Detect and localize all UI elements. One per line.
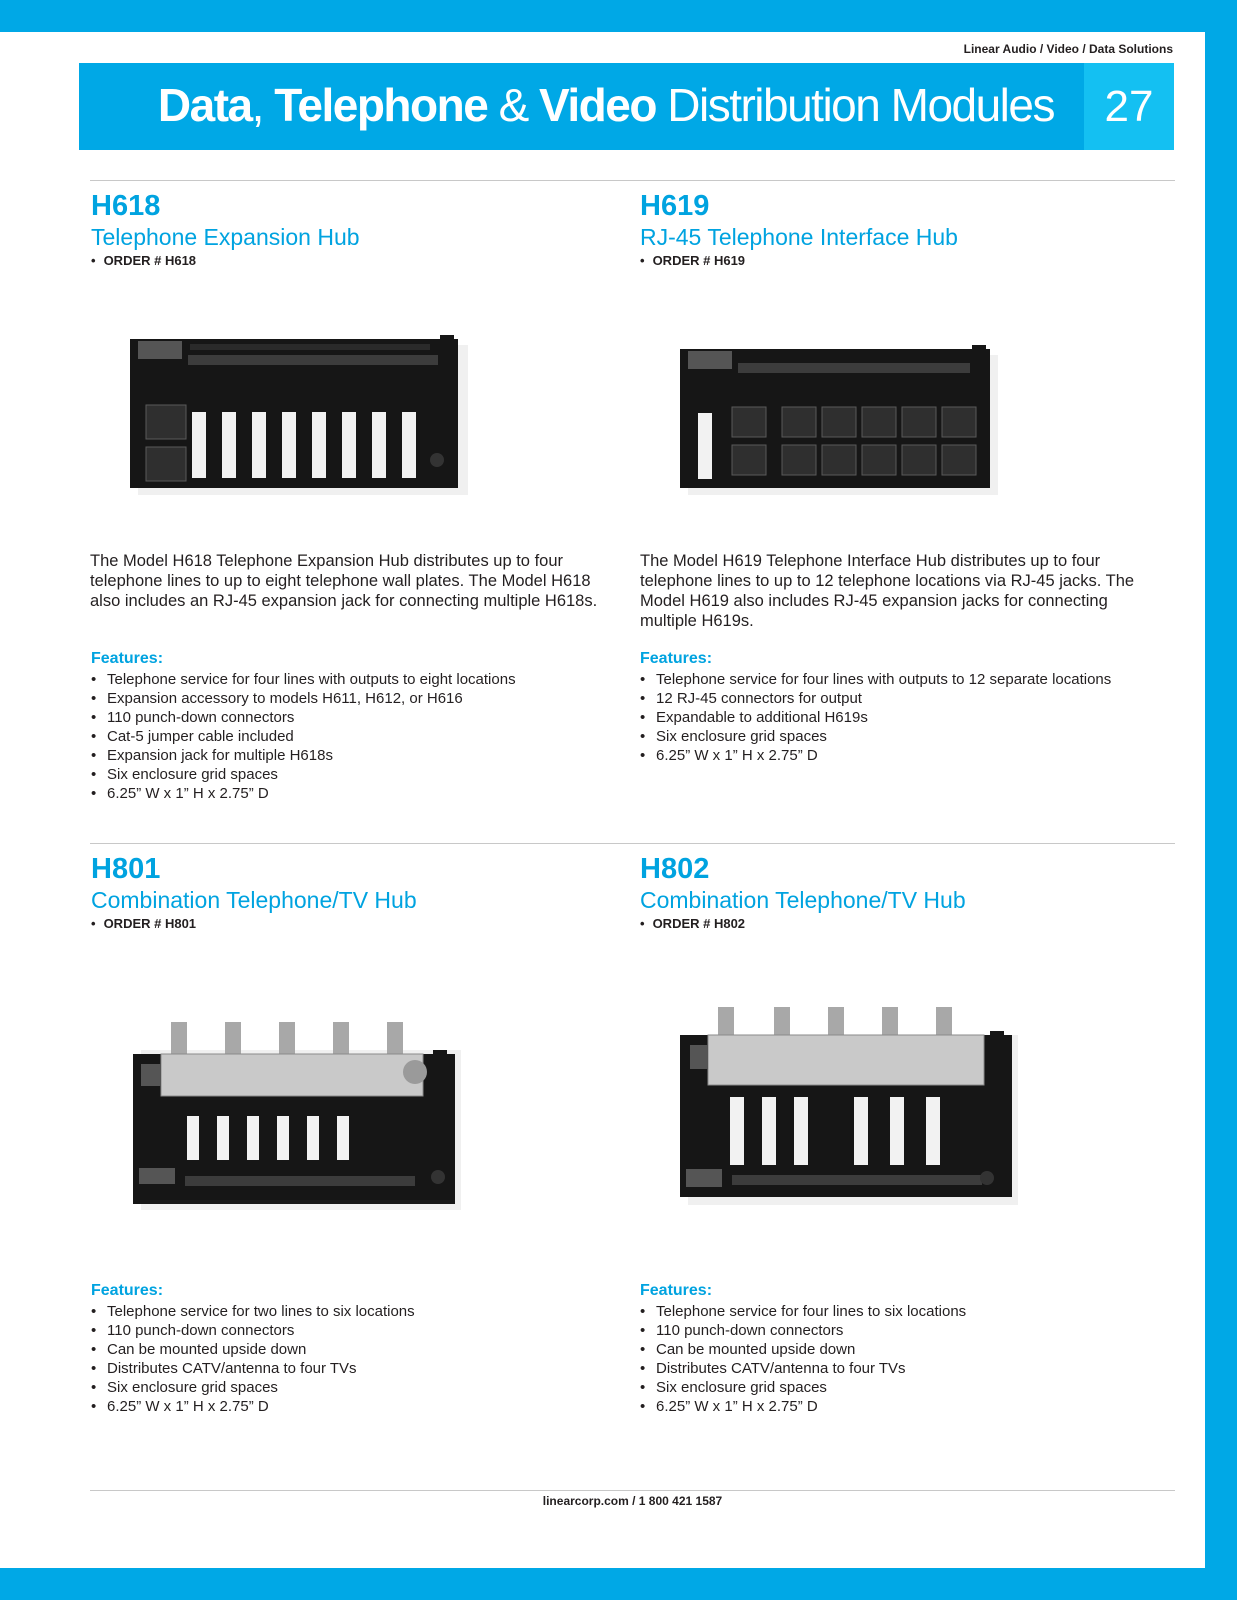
order-number: • ORDER # H801 [91, 916, 197, 931]
feature-item: • Six enclosure grid spaces [640, 727, 1180, 746]
feature-item: • 6.25” W x 1” H x 2.75” D [640, 746, 1180, 765]
top-frame-bar [0, 0, 1237, 32]
model-number: H801 [91, 853, 161, 885]
product-subtitle: Combination Telephone/TV Hub [640, 887, 966, 913]
features-h619 [640, 650, 1180, 765]
product-subtitle: RJ-45 Telephone Interface Hub [640, 224, 958, 250]
features-h802 [640, 1282, 1180, 1416]
feature-item: • Six enclosure grid spaces [91, 1378, 631, 1397]
title-banner [79, 63, 1084, 150]
order-number: • ORDER # H619 [640, 253, 746, 268]
footer-contact: linearcorp.com / 1 800 421 1587 [542, 1494, 723, 1508]
feature-item: • Distributes CATV/antenna to four TVs [91, 1359, 631, 1378]
product-h802 [640, 853, 1160, 931]
feature-item: • 6.25” W x 1” H x 2.75” D [640, 1397, 1180, 1416]
product-description: The Model H618 Telephone Expansion Hub distributes up to four telephone lines to up to eight telephone wall plates. The Model H618 also includes an RJ-45 expansion jack for connecting multiple H618s. [90, 552, 598, 610]
product-h619 [640, 190, 1160, 268]
combination-hub-photo [133, 1020, 463, 1210]
feature-item: • Telephone service for four lines to six locations [640, 1302, 1180, 1321]
feature-item: • Can be mounted upside down [640, 1340, 1180, 1359]
features-heading: Features: [91, 1282, 164, 1299]
page-title: Data, Telephone & Video Distribution Modules [157, 79, 1054, 131]
feature-item: • Six enclosure grid spaces [640, 1378, 1180, 1397]
feature-item: • Six enclosure grid spaces [91, 765, 631, 784]
feature-item: • Expansion accessory to models H611, H612, or H616 [91, 689, 631, 708]
feature-item: • 110 punch-down connectors [91, 708, 631, 727]
feature-item: • Telephone service for four lines with outputs to eight locations [91, 670, 631, 689]
order-number: • ORDER # H618 [91, 253, 197, 268]
feature-item: • Can be mounted upside down [91, 1340, 631, 1359]
product-subtitle: Telephone Expansion Hub [91, 224, 360, 250]
features-h801 [91, 1282, 631, 1416]
feature-item: • 110 punch-down connectors [640, 1321, 1180, 1340]
combination-hub-photo [680, 1005, 1020, 1205]
feature-item: • 12 RJ-45 connectors for output [640, 689, 1180, 708]
product-h618 [91, 190, 611, 268]
feature-item: • Cat-5 jumper cable included [91, 727, 631, 746]
order-number: • ORDER # H802 [640, 916, 746, 931]
divider-top [90, 180, 1175, 181]
features-heading: Features: [640, 650, 713, 667]
product-h801 [91, 853, 611, 931]
product-subtitle: Combination Telephone/TV Hub [91, 887, 417, 913]
feature-item: • Expansion jack for multiple H618s [91, 746, 631, 765]
bottom-frame-bar [0, 1568, 1237, 1600]
feature-item: • Telephone service for four lines with outputs to 12 separate locations [640, 670, 1180, 689]
feature-item: • 110 punch-down connectors [91, 1321, 631, 1340]
product-description: The Model H619 Telephone Interface Hub distributes up to four telephone lines to up to 12 telephone locations via RJ-45 jacks. The Model H619 also includes RJ-45 expansion jacks for connecting multiple H619s. [640, 552, 1135, 630]
feature-item: • Telephone service for two lines to six locations [91, 1302, 631, 1321]
features-heading: Features: [91, 650, 164, 667]
features-h618 [91, 650, 631, 803]
feature-item: • Expandable to additional H619s [640, 708, 1180, 727]
feature-item: • 6.25” W x 1” H x 2.75” D [91, 784, 631, 803]
model-number: H619 [640, 190, 710, 222]
right-frame-bar [1205, 0, 1237, 1600]
feature-item: • 6.25” W x 1” H x 2.75” D [91, 1397, 631, 1416]
model-number: H802 [640, 853, 710, 885]
divider-middle [90, 843, 1175, 844]
model-number: H618 [91, 190, 161, 222]
section-kicker: Linear Audio / Video / Data Solutions [963, 42, 1173, 56]
divider-bottom [90, 1490, 1175, 1491]
rj45-interface-hub-photo [680, 345, 1000, 495]
features-heading: Features: [640, 1282, 713, 1299]
feature-item: • Distributes CATV/antenna to four TVs [640, 1359, 1180, 1378]
telephone-expansion-hub-photo [130, 335, 470, 495]
page-number: 27 [1084, 63, 1174, 150]
